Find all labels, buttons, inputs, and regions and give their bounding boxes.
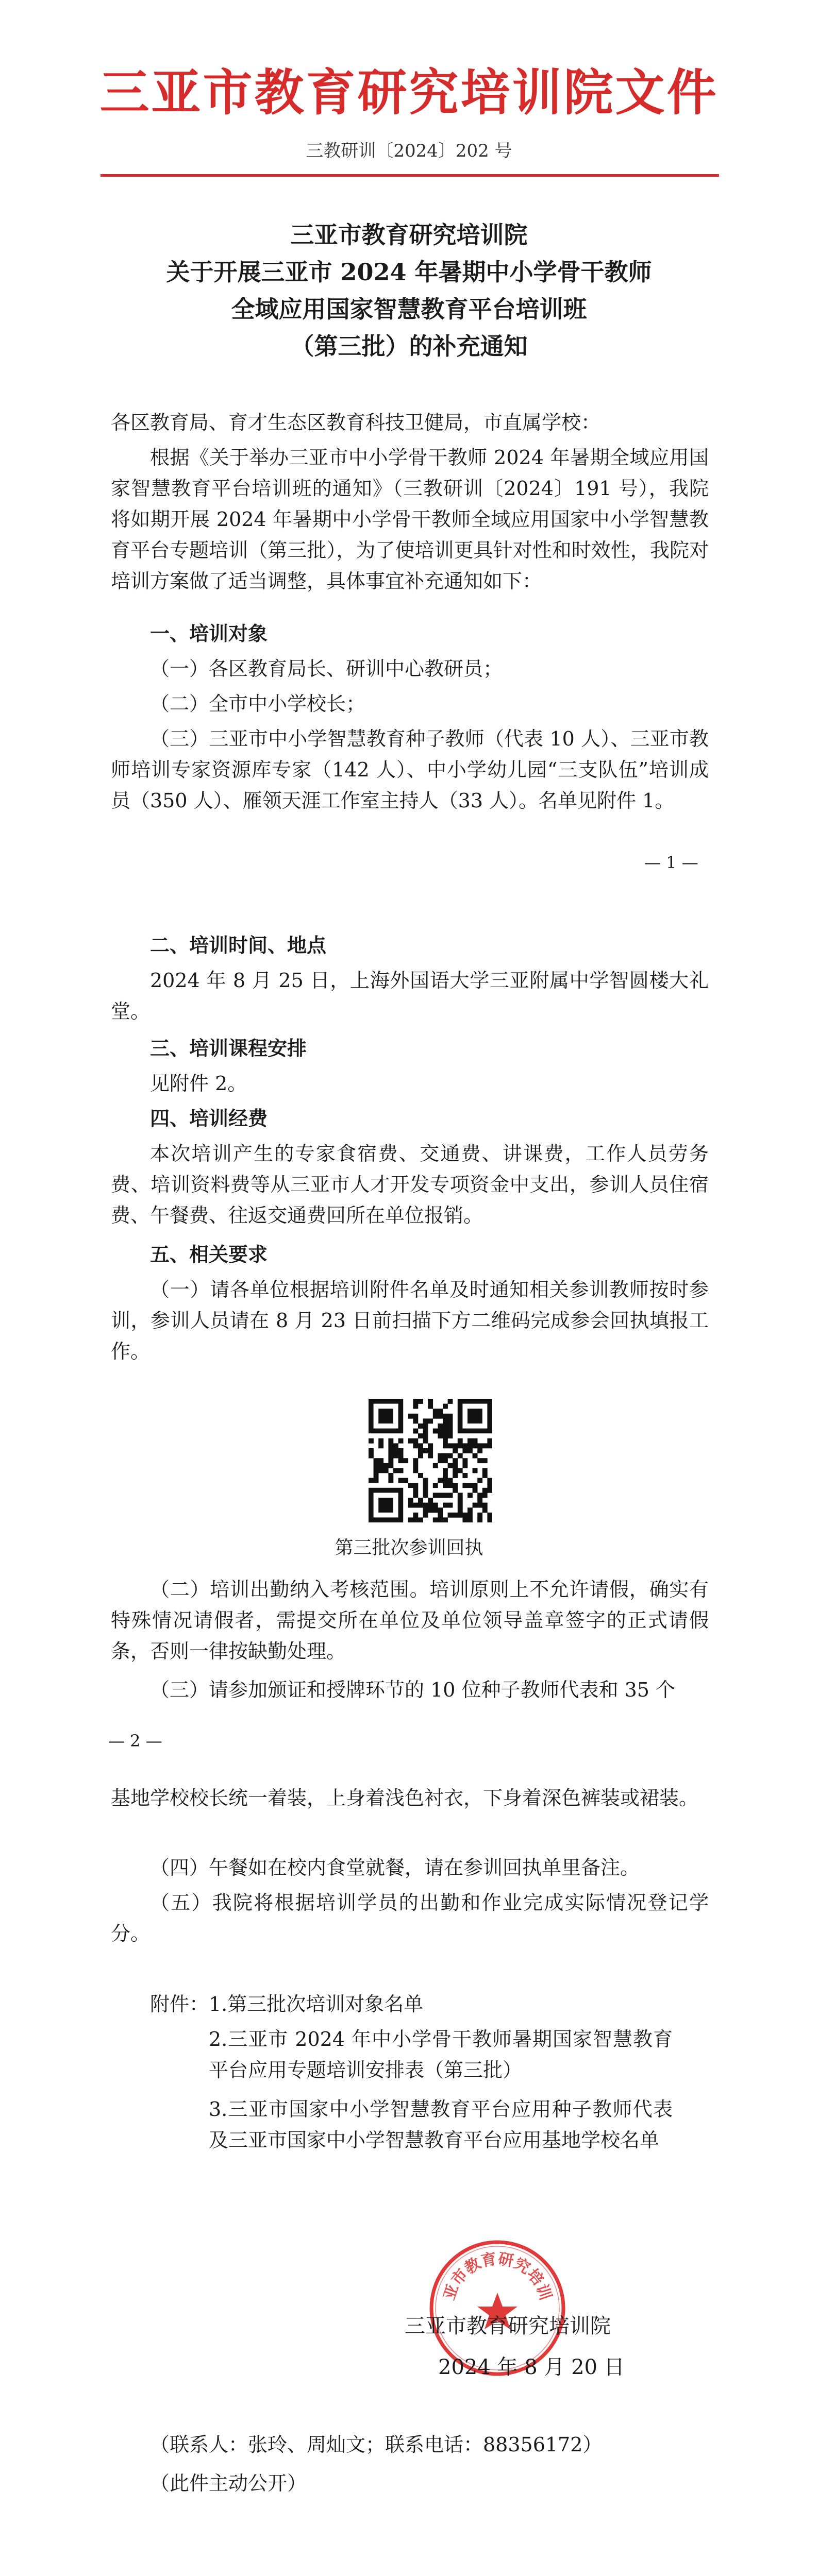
- section1-item2: （二）全市中小学校长；: [150, 692, 366, 715]
- doc-title: [0, 216, 818, 365]
- section3-body: 见附件 2。: [150, 1072, 247, 1095]
- section5-item3-part2: 基地学校校长统一着装，上身着浅色衬衣，下身着深色裤装或裙装。: [111, 1787, 699, 1809]
- section2-heading: 二、培训时间、地点: [150, 934, 327, 957]
- intro-paragraph: 根据《关于举办三亚市中小学骨干教师 2024 年暑期全域应用国家智慧教育平台培训班的通知》（三教研训〔2024〕191 号），我院将如期开展 2024 年暑期中小学骨干教师全域应用国家中小学智慧教育平台专题培训（第三批），为了使培训更具针对性和时效性，我院对培训方案做了适当调整，具体事宜补充通知如下：: [111, 446, 709, 592]
- section2-body: 2024 年 8 月 25 日，上海外国语大学三亚附属中学智圆楼大礼堂。: [111, 969, 709, 1023]
- attachments-label: 附件：: [150, 1993, 209, 2015]
- section5-heading: 五、相关要求: [150, 1243, 268, 1266]
- qr-code[interactable]: [369, 1399, 492, 1522]
- disclosure-note: （此件主动公开）: [150, 2472, 307, 2495]
- title-line-1: 三亚市教育研究培训院: [290, 221, 528, 249]
- section4-heading: 四、培训经费: [150, 1107, 268, 1130]
- title-line-2: 关于开展三亚市 2024 年暑期中小学骨干教师: [166, 258, 652, 286]
- section1-item1: （一）各区教育局长、研训中心教研员；: [150, 657, 503, 680]
- contact-info: （联系人：张玲、周灿文；联系电话：88356172）: [150, 2433, 603, 2456]
- attachment-3: 3.三亚市国家中小学智慧教育平台应用种子教师代表及三亚市国家中小学智慧教育平台应用基地学校名单: [209, 2098, 673, 2151]
- section5-item2: （二）培训出勤纳入考核范围。培训原则上不允许请假，确实有特殊情况请假者，需提交所在单位及单位领导盖章签字的正式请假条，否则一律按缺勤处理。: [111, 1578, 709, 1663]
- attachment-1: 1.第三批次培训对象名单: [209, 1993, 424, 2015]
- agency-title: 三亚市教育研究培训院文件: [99, 63, 719, 122]
- signature-org: 三亚市教育研究培训院: [405, 2314, 611, 2338]
- section5-item3-part1: （三）请参加颁证和授牌环节的 10 位种子教师代表和 35 个: [150, 1679, 676, 1701]
- attachment-2: 2.三亚市 2024 年中小学骨干教师暑期国家智慧教育平台应用专题培训安排表（第三批）: [209, 2028, 673, 2081]
- doc-number: 三教研训〔2024〕202 号: [306, 141, 512, 161]
- section5-item4: （四）午餐如在校内食堂就餐，请在参训回执单里备注。: [150, 1856, 640, 1879]
- section4-body: 本次培训产生的专家食宿费、交通费、讲课费，工作人员劳务费、培训资料费等从三亚市人才开发专项资金中支出，参训人员住宿费、午餐费、往返交通费回所在单位报销。: [111, 1142, 709, 1227]
- section3-heading: 三、培训课程安排: [150, 1037, 307, 1060]
- signature-date: 2024 年 8 月 20 日: [438, 2355, 625, 2379]
- svg-text:三亚市教育研究培训院: 亚市教育研究培训: [440, 2250, 555, 2303]
- page-number-1: — 1 —: [644, 853, 698, 872]
- page-number-2: — 2 —: [108, 1731, 162, 1751]
- qr-caption: 第三批次参训回执: [335, 1537, 483, 1558]
- section5-item1: （一）请各单位根据培训附件名单及时通知相关参训教师按时参训，参训人员请在 8 月 23 日前扫描下方二维码完成参会回执填报工作。: [111, 1278, 709, 1363]
- section1-heading: 一、培训对象: [150, 622, 268, 645]
- title-line-4: （第三批）的补充通知: [290, 332, 528, 360]
- section5-item5: （五）我院将根据培训学员的出勤和作业完成实际情况登记学分。: [111, 1891, 709, 1945]
- recipients: 各区教育局、育才生态区教育科技卫健局，市直属学校：: [111, 411, 601, 434]
- qr-code-graphic: [369, 1399, 492, 1522]
- section1-item3: （三）三亚市中小学智慧教育种子教师（代表 10 人）、三亚市教师培训专家资源库专家（142 人）、中小学幼儿园“三支队伍”培训成员（350 人）、雁领天涯工作室主持人（33 人）。名单见附件 1。: [111, 727, 709, 812]
- red-divider: [101, 174, 719, 177]
- title-line-3: 全域应用国家智慧教育平台培训班: [231, 295, 587, 323]
